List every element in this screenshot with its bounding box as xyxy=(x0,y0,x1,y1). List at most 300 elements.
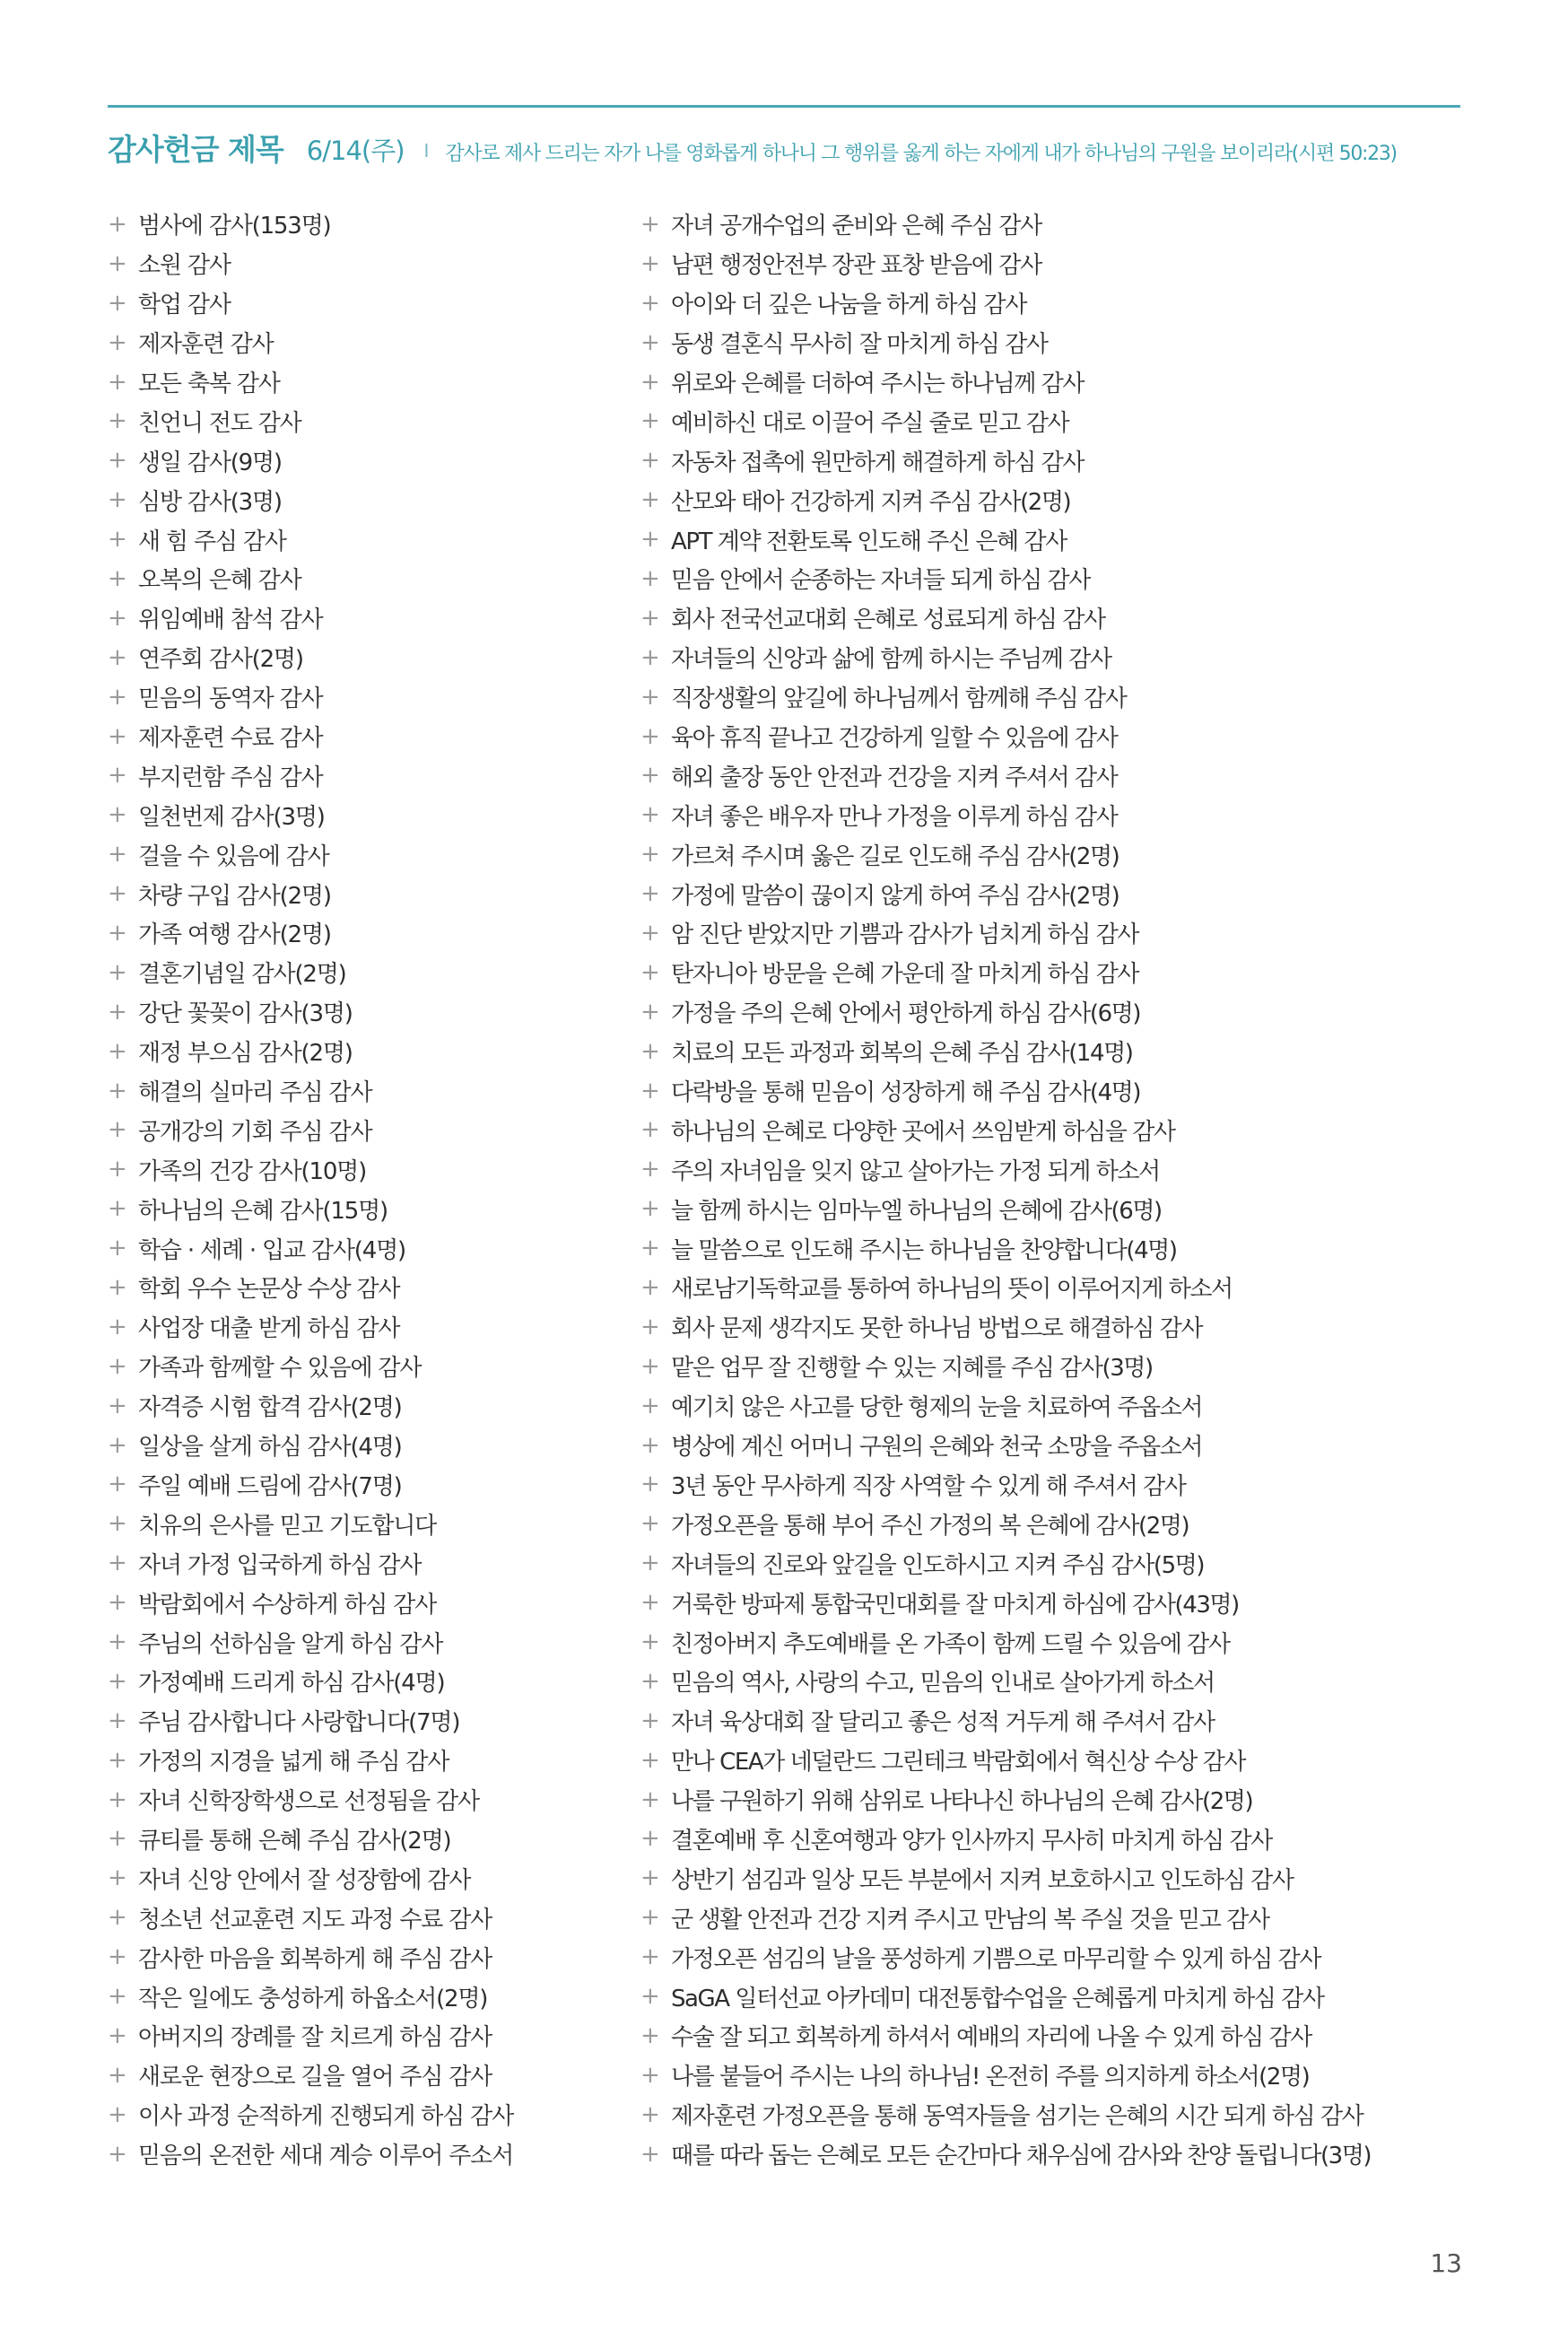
plus-icon: + xyxy=(108,1628,127,1655)
page-number: 13 xyxy=(1430,2248,1462,2278)
plus-icon: + xyxy=(108,1983,127,2011)
list-item xyxy=(108,1071,628,1111)
plus-icon: + xyxy=(108,1825,127,1853)
list-item-text: 회사 문제 생각지도 못한 하나님 방법으로 해결하심 감사 xyxy=(671,1315,1203,1343)
list-item-text: 직장생활의 앞길에 하나님께서 함께해 주심 감사 xyxy=(671,685,1127,713)
plus-icon: + xyxy=(640,1667,660,1695)
plus-icon: + xyxy=(640,210,660,238)
list-item xyxy=(108,205,628,244)
plus-icon: + xyxy=(640,486,660,514)
list-item-text: 가정오픈을 통해 부어 주신 가정의 복 은혜에 감사(2명) xyxy=(671,1512,1189,1540)
plus-icon: + xyxy=(108,526,127,554)
plus-icon: + xyxy=(108,1550,127,1577)
plus-icon: + xyxy=(640,1392,660,1419)
list-item-text: 치료의 모든 과정과 회복의 은혜 주심 감사(14명) xyxy=(671,1040,1133,1068)
list-item xyxy=(640,795,1475,834)
plus-icon: + xyxy=(640,2140,660,2168)
list-item-text: 가족의 건강 감사(10명) xyxy=(138,1157,367,1185)
list-item xyxy=(640,205,1475,244)
list-item xyxy=(640,1347,1475,1386)
list-item xyxy=(108,834,628,874)
plus-icon: + xyxy=(640,1550,660,1577)
list-item xyxy=(640,441,1475,480)
list-item-text: 위로와 은혜를 더하여 주시는 하나님께 감사 xyxy=(671,371,1085,397)
list-item xyxy=(108,1701,628,1741)
list-item xyxy=(108,1898,628,1937)
list-item-text: 자녀 신앙 안에서 잘 성장함에 감사 xyxy=(138,1866,471,1894)
list-item xyxy=(640,638,1475,677)
list-item-text: 가정의 지경을 넓게 해 주심 감사 xyxy=(138,1749,449,1777)
plus-icon: + xyxy=(108,1471,127,1498)
plus-icon: + xyxy=(640,1156,660,1183)
list-item xyxy=(640,1032,1475,1071)
list-item xyxy=(108,2016,628,2056)
plus-icon: + xyxy=(108,2061,127,2089)
list-item xyxy=(640,323,1475,362)
plus-icon: + xyxy=(108,998,127,1026)
list-item-text: 하나님의 은혜로 다양한 곳에서 쓰임받게 하심을 감사 xyxy=(671,1118,1175,1146)
list-item-text: 새 힘 주심 감사 xyxy=(138,528,286,555)
plus-icon: + xyxy=(108,1037,127,1065)
list-item-text: 아이와 더 깊은 나눔을 하게 하심 감사 xyxy=(671,292,1026,319)
plus-icon: + xyxy=(108,604,127,632)
list-item-text: 소원 감사 xyxy=(138,252,231,280)
list-item-text: 모든 축복 감사 xyxy=(138,371,280,397)
list-item-text: 새로남기독학교를 통하여 하나님의 뜻이 이루어지게 하소서 xyxy=(671,1276,1233,1304)
list-item-text: 아버지의 장례를 잘 치르게 하심 감사 xyxy=(138,2024,492,2052)
plus-icon: + xyxy=(108,762,127,790)
plus-icon: + xyxy=(640,1707,660,1734)
list-item-text: 학습 · 세례 · 입교 감사(4명) xyxy=(138,1236,405,1264)
plus-icon: + xyxy=(108,801,127,829)
plus-icon: + xyxy=(108,2021,127,2049)
plus-icon: + xyxy=(640,1116,660,1144)
plus-icon: + xyxy=(108,1077,127,1104)
list-item xyxy=(640,2056,1475,2095)
list-item-text: 자녀 좋은 배우자 만나 가정을 이루게 하심 감사 xyxy=(671,803,1118,831)
plus-icon: + xyxy=(640,1195,660,1223)
list-item-text: 가정오픈 섬김의 날을 풍성하게 기쁨으로 마무리할 수 있게 하심 감사 xyxy=(671,1945,1320,1973)
list-item-text: 나를 붙들어 주시는 나의 하나님! 온전히 주를 의지하게 하소서(2명) xyxy=(671,2064,1310,2091)
list-item-text: 때를 따라 돕는 은혜로 모든 순간마다 채우심에 감사와 찬양 돌립니다(3명) xyxy=(671,2143,1372,2170)
list-item-text: 예비하신 대로 이끌어 주실 줄로 믿고 감사 xyxy=(671,409,1069,437)
plus-icon: + xyxy=(640,2100,660,2128)
list-item-text: 새로운 현장으로 길을 열어 주심 감사 xyxy=(138,2064,492,2091)
list-item xyxy=(640,755,1475,795)
list-item-text: 자녀 육상대회 잘 달리고 좋은 성적 거두게 해 주셔서 감사 xyxy=(671,1709,1215,1737)
list-item xyxy=(640,362,1475,402)
list-item-text: SaGA 일터선교 아카데미 대전통합수업을 은혜롭게 마치게 하심 감사 xyxy=(671,1985,1324,2012)
list-item xyxy=(108,1662,628,1701)
plus-icon: + xyxy=(108,1392,127,1419)
list-item xyxy=(640,1701,1475,1741)
list-item-text: 제자훈련 감사 xyxy=(138,331,274,359)
list-item-text: 자격증 시험 합격 감사(2명) xyxy=(138,1394,402,1422)
list-item-text: 걸을 수 있음에 감사 xyxy=(138,842,329,870)
plus-icon: + xyxy=(108,1785,127,1813)
list-item-text: 이사 과정 순적하게 진행되게 하심 감사 xyxy=(138,2103,513,2131)
list-item xyxy=(108,1228,628,1268)
list-item xyxy=(640,1071,1475,1111)
list-item xyxy=(640,1426,1475,1465)
plus-icon: + xyxy=(640,1589,660,1617)
list-item-text: 청소년 선교훈련 지도 과정 수료 감사 xyxy=(138,1906,492,1934)
plus-icon: + xyxy=(108,564,127,592)
list-item-text: 오복의 은혜 감사 xyxy=(138,567,301,595)
plus-icon: + xyxy=(108,1273,127,1301)
list-item xyxy=(108,913,628,953)
list-item xyxy=(640,2135,1475,2174)
list-item-text: 사업장 대출 받게 하심 감사 xyxy=(138,1315,400,1343)
list-item-text: 늘 함께 하시는 임마누엘 하나님의 은혜에 감사(6명) xyxy=(671,1197,1162,1225)
list-item xyxy=(108,1820,628,1859)
list-item-text: 군 생활 안전과 건강 지켜 주시고 만남의 복 주실 것을 믿고 감사 xyxy=(671,1906,1269,1934)
list-item-text: 친정아버지 추도예배를 온 가족이 함께 드릴 수 있음에 감사 xyxy=(671,1630,1230,1658)
plus-icon: + xyxy=(108,958,127,986)
list-item-text: 친언니 전도 감사 xyxy=(138,409,301,437)
list-item-text: 탄자니아 방문을 은혜 가운데 잘 마치게 하심 감사 xyxy=(671,961,1139,989)
list-item xyxy=(108,323,628,362)
list-item-text: 감사한 마음을 회복하게 해 주심 감사 xyxy=(138,1945,492,1973)
plus-icon: + xyxy=(108,447,127,475)
list-item-text: 큐티를 통해 은혜 주심 감사(2명) xyxy=(138,1827,451,1855)
plus-icon: + xyxy=(108,722,127,750)
list-item-text: 남편 행정안전부 장관 표창 받음에 감사 xyxy=(671,252,1041,280)
list-item xyxy=(108,1347,628,1386)
plus-icon: + xyxy=(640,1077,660,1104)
list-item xyxy=(108,2135,628,2174)
plus-icon: + xyxy=(108,1667,127,1695)
left-column-list xyxy=(108,205,628,2174)
plus-icon: + xyxy=(108,841,127,869)
list-item xyxy=(640,2016,1475,2056)
plus-icon: + xyxy=(108,683,127,711)
list-item-text: 맡은 업무 잘 진행할 수 있는 지혜를 주심 감사(3명) xyxy=(671,1355,1153,1383)
list-item xyxy=(640,2095,1475,2135)
list-item-text: 학회 우수 논문상 수상 감사 xyxy=(138,1276,400,1304)
list-item-text: 범사에 감사(153명) xyxy=(138,213,331,240)
list-item-text: 산모와 태아 건강하게 지켜 주심 감사(2명) xyxy=(671,488,1071,516)
list-item-text: 예기치 않은 사고를 당한 형제의 눈을 치료하여 주옵소서 xyxy=(671,1394,1203,1422)
header-rule xyxy=(108,105,1460,108)
list-item-text: 주님 감사합니다 사랑합니다(7명) xyxy=(138,1709,460,1737)
plus-icon: + xyxy=(640,1943,660,1971)
list-item xyxy=(108,1268,628,1307)
list-item-text: 주일 예배 드림에 감사(7명) xyxy=(138,1472,402,1500)
list-item-text: 하나님의 은혜 감사(15명) xyxy=(138,1197,388,1225)
plus-icon: + xyxy=(640,564,660,592)
list-item-text: 결혼기념일 감사(2명) xyxy=(138,961,346,989)
list-item xyxy=(640,1149,1475,1189)
list-item xyxy=(640,1741,1475,1780)
plus-icon: + xyxy=(108,1156,127,1183)
list-item xyxy=(640,1820,1475,1859)
list-item xyxy=(108,441,628,480)
list-item xyxy=(640,1898,1475,1937)
page-header xyxy=(108,127,1471,171)
plus-icon: + xyxy=(108,1589,127,1617)
list-item-text: 심방 감사(3명) xyxy=(138,488,282,516)
list-item-text: 가정을 주의 은혜 안에서 평안하게 하심 감사(6명) xyxy=(671,1000,1141,1028)
list-item xyxy=(108,874,628,913)
list-item-text: 믿음의 동역자 감사 xyxy=(138,685,323,713)
list-item-text: 차량 구입 감사(2명) xyxy=(138,882,331,910)
list-item xyxy=(108,1937,628,1977)
list-item xyxy=(640,1662,1475,1701)
list-item-text: 박람회에서 수상하게 하심 감사 xyxy=(138,1591,437,1619)
list-item xyxy=(108,1504,628,1543)
plus-icon: + xyxy=(108,643,127,671)
plus-icon: + xyxy=(108,1707,127,1734)
list-item xyxy=(108,1543,628,1583)
plus-icon: + xyxy=(108,1195,127,1223)
list-item-text: 해결의 실마리 주심 감사 xyxy=(138,1079,372,1107)
plus-icon: + xyxy=(640,604,660,632)
list-item xyxy=(108,1741,628,1780)
plus-icon: + xyxy=(108,1313,127,1340)
list-item-text: 자녀들의 신앙과 삶에 함께 하시는 주님께 감사 xyxy=(671,646,1111,674)
header-separator: I xyxy=(423,140,430,162)
list-item xyxy=(640,1937,1475,1977)
plus-icon: + xyxy=(640,526,660,554)
plus-icon: + xyxy=(640,2021,660,2049)
list-item-text: 제자훈련 가정오픈을 통해 동역자들을 섬기는 은혜의 시간 되게 하심 감사 xyxy=(671,2103,1363,2131)
list-item xyxy=(640,874,1475,913)
plus-icon: + xyxy=(640,1510,660,1538)
list-item xyxy=(640,1583,1475,1622)
list-item xyxy=(640,480,1475,519)
plus-icon: + xyxy=(640,1983,660,2011)
list-item-text: 가정에 말씀이 끊이지 않게 하여 주심 감사(2명) xyxy=(671,882,1119,910)
plus-icon: + xyxy=(108,407,127,435)
list-item xyxy=(108,795,628,834)
list-item-text: 자녀 신학장학생으로 선정됨을 감사 xyxy=(138,1788,479,1816)
list-item xyxy=(108,992,628,1032)
list-item xyxy=(640,1268,1475,1307)
list-item xyxy=(108,2095,628,2135)
list-item xyxy=(640,401,1475,441)
list-item xyxy=(640,1858,1475,1898)
list-item-text: 나를 구원하기 위해 삼위로 나타나신 하나님의 은혜 감사(2명) xyxy=(671,1788,1253,1816)
list-item-text: 재정 부으심 감사(2명) xyxy=(138,1040,353,1068)
list-item-text: 가족 여행 감사(2명) xyxy=(138,921,331,949)
list-item xyxy=(108,677,628,717)
list-item-text: 일천번제 감사(3명) xyxy=(138,803,325,831)
list-item-text: 회사 전국선교대회 은혜로 성료되게 하심 감사 xyxy=(671,607,1105,634)
list-item xyxy=(640,1307,1475,1347)
list-item-text: 강단 꽃꽂이 감사(3명) xyxy=(138,1000,353,1028)
list-item xyxy=(108,1110,628,1149)
plus-icon: + xyxy=(640,1825,660,1853)
list-item xyxy=(640,1780,1475,1820)
list-item-text: 연주회 감사(2명) xyxy=(138,646,303,674)
list-item-text: 주님의 선하심을 알게 하심 감사 xyxy=(138,1630,443,1658)
list-item-text: 믿음의 역사, 사랑의 수고, 믿음의 인내로 살아가게 하소서 xyxy=(671,1670,1215,1698)
plus-icon: + xyxy=(108,1235,127,1262)
plus-icon: + xyxy=(108,1943,127,1971)
list-item xyxy=(108,1307,628,1347)
scripture-verse: 감사로 제사 드리는 자가 나를 영화롭게 하나니 그 행위를 옳게 하는 자에게 내가 하나님의 구원을 보이리라(시편 50:23) xyxy=(445,143,1397,165)
list-item-text: 자녀 공개수업의 준비와 은혜 주심 감사 xyxy=(671,213,1041,240)
plus-icon: + xyxy=(108,486,127,514)
plus-icon: + xyxy=(108,1904,127,1932)
plus-icon: + xyxy=(108,880,127,908)
list-item xyxy=(108,638,628,677)
plus-icon: + xyxy=(640,249,660,277)
list-item-text: 생일 감사(9명) xyxy=(138,449,282,476)
list-item-text: 가르쳐 주시며 옳은 길로 인도해 주심 감사(2명) xyxy=(671,842,1119,870)
list-item-text: 3년 동안 무사하게 직장 사역할 수 있게 해 주셔서 감사 xyxy=(671,1472,1186,1500)
list-item xyxy=(640,559,1475,598)
list-item xyxy=(640,1228,1475,1268)
plus-icon: + xyxy=(640,1235,660,1262)
list-item xyxy=(640,1977,1475,2016)
plus-icon: + xyxy=(640,643,660,671)
list-item-text: 믿음 안에서 순종하는 자녀들 되게 하심 감사 xyxy=(671,567,1090,595)
list-item xyxy=(640,953,1475,992)
list-item xyxy=(640,284,1475,323)
list-item xyxy=(640,834,1475,874)
list-item xyxy=(108,1386,628,1426)
plus-icon: + xyxy=(640,1471,660,1498)
plus-icon: + xyxy=(640,841,660,869)
list-item-text: 상반기 섬김과 일상 모든 부분에서 지켜 보호하시고 인도하심 감사 xyxy=(671,1866,1294,1894)
list-item xyxy=(108,284,628,323)
plus-icon: + xyxy=(640,880,660,908)
list-item-text: 암 진단 받았지만 기쁨과 감사가 넘치게 하심 감사 xyxy=(671,921,1139,949)
list-item-text: 만나 CEA가 네덜란드 그린테크 박람회에서 혁신상 수상 감사 xyxy=(671,1749,1246,1777)
plus-icon: + xyxy=(108,1116,127,1144)
list-item-text: 작은 일에도 충성하게 하옵소서(2명) xyxy=(138,1985,488,2012)
list-item-text: 믿음의 온전한 세대 계승 이루어 주소서 xyxy=(138,2143,513,2170)
plus-icon: + xyxy=(640,2061,660,2089)
list-item-text: 해외 출장 동안 안전과 건강을 지켜 주셔서 감사 xyxy=(671,764,1118,791)
right-column-list xyxy=(640,205,1475,2174)
plus-icon: + xyxy=(108,1864,127,1892)
list-item xyxy=(108,244,628,284)
list-item xyxy=(108,2056,628,2095)
list-item xyxy=(640,244,1475,284)
list-item xyxy=(108,1622,628,1662)
plus-icon: + xyxy=(108,2100,127,2128)
plus-icon: + xyxy=(108,1431,127,1459)
plus-icon: + xyxy=(640,289,660,317)
plus-icon: + xyxy=(640,407,660,435)
list-item xyxy=(108,1426,628,1465)
plus-icon: + xyxy=(640,1037,660,1065)
list-item-text: 늘 말씀으로 인도해 주시는 하나님을 찬양합니다(4명) xyxy=(671,1236,1177,1264)
plus-icon: + xyxy=(640,1313,660,1340)
plus-icon: + xyxy=(640,1785,660,1813)
plus-icon: + xyxy=(640,801,660,829)
list-item xyxy=(640,1465,1475,1505)
plus-icon: + xyxy=(640,368,660,396)
list-item xyxy=(108,519,628,559)
list-item-text: 주의 자녀임을 잊지 않고 살아가는 가정 되게 하소서 xyxy=(671,1157,1160,1185)
list-item-text: 위임예배 참석 감사 xyxy=(138,607,323,634)
plus-icon: + xyxy=(640,1904,660,1932)
list-item xyxy=(640,992,1475,1032)
list-item-text: 가정예배 드리게 하심 감사(4명) xyxy=(138,1670,445,1698)
plus-icon: + xyxy=(108,210,127,238)
list-item-text: 수술 잘 되고 회복하게 하셔서 예배의 자리에 나올 수 있게 하심 감사 xyxy=(671,2024,1311,2052)
list-item xyxy=(640,1504,1475,1543)
list-item-text: 일상을 살게 하심 감사(4명) xyxy=(138,1434,402,1462)
list-item xyxy=(640,519,1475,559)
plus-icon: + xyxy=(108,1510,127,1538)
plus-icon: + xyxy=(108,919,127,947)
list-item-text: 자녀 가정 입국하게 하심 감사 xyxy=(138,1551,422,1579)
plus-icon: + xyxy=(640,958,660,986)
list-item xyxy=(108,1189,628,1228)
plus-icon: + xyxy=(640,998,660,1026)
plus-icon: + xyxy=(640,683,660,711)
list-item xyxy=(640,1622,1475,1662)
list-item xyxy=(108,953,628,992)
list-item-text: 가족과 함께할 수 있음에 감사 xyxy=(138,1355,422,1383)
list-item xyxy=(108,480,628,519)
plus-icon: + xyxy=(108,1746,127,1774)
list-item xyxy=(108,755,628,795)
plus-icon: + xyxy=(640,1628,660,1655)
plus-icon: + xyxy=(640,762,660,790)
list-item xyxy=(640,677,1475,717)
list-item-text: 병상에 계신 어머니 구원의 은혜와 천국 소망을 주옵소서 xyxy=(671,1434,1203,1462)
list-item xyxy=(108,1780,628,1820)
list-item xyxy=(640,1110,1475,1149)
list-item xyxy=(108,401,628,441)
list-item-text: 자녀들의 진로와 앞길을 인도하시고 지켜 주심 감사(5명) xyxy=(671,1551,1205,1579)
plus-icon: + xyxy=(108,368,127,396)
section-date: 6/14(주) xyxy=(306,135,405,166)
list-item-text: 치유의 은사를 믿고 기도합니다 xyxy=(138,1512,437,1540)
plus-icon: + xyxy=(640,1352,660,1380)
list-item xyxy=(108,1583,628,1622)
plus-icon: + xyxy=(108,328,127,356)
list-item-text: 공개강의 기회 주심 감사 xyxy=(138,1118,372,1146)
plus-icon: + xyxy=(640,328,660,356)
plus-icon: + xyxy=(108,249,127,277)
plus-icon: + xyxy=(640,722,660,750)
list-item xyxy=(108,362,628,402)
list-item-text: 자동차 접촉에 원만하게 해결하게 하심 감사 xyxy=(671,449,1085,476)
list-item xyxy=(108,1149,628,1189)
plus-icon: + xyxy=(108,2140,127,2168)
plus-icon: + xyxy=(640,919,660,947)
list-item-text: 육아 휴직 끝나고 건강하게 일할 수 있음에 감사 xyxy=(671,725,1118,753)
list-item-text: 학업 감사 xyxy=(138,292,231,319)
list-item-text: 다락방을 통해 믿음이 성장하게 해 주심 감사(4명) xyxy=(671,1079,1141,1107)
list-item xyxy=(640,598,1475,638)
list-item xyxy=(108,717,628,756)
plus-icon: + xyxy=(640,1864,660,1892)
list-item-text: APT 계약 전환토록 인도해 주신 은혜 감사 xyxy=(671,528,1067,555)
list-item xyxy=(108,1977,628,2016)
list-item xyxy=(108,598,628,638)
plus-icon: + xyxy=(640,1746,660,1774)
list-item xyxy=(108,1465,628,1505)
plus-icon: + xyxy=(640,447,660,475)
plus-icon: + xyxy=(640,1273,660,1301)
plus-icon: + xyxy=(640,1431,660,1459)
list-item xyxy=(640,913,1475,953)
list-item xyxy=(108,1858,628,1898)
list-item xyxy=(640,717,1475,756)
section-title: 감사헌금 제목 xyxy=(108,132,283,167)
list-item-text: 동생 결혼식 무사히 잘 마치게 하심 감사 xyxy=(671,331,1048,359)
list-item xyxy=(108,559,628,598)
list-item-text: 결혼예배 후 신혼여행과 양가 인사까지 무사히 마치게 하심 감사 xyxy=(671,1827,1272,1855)
